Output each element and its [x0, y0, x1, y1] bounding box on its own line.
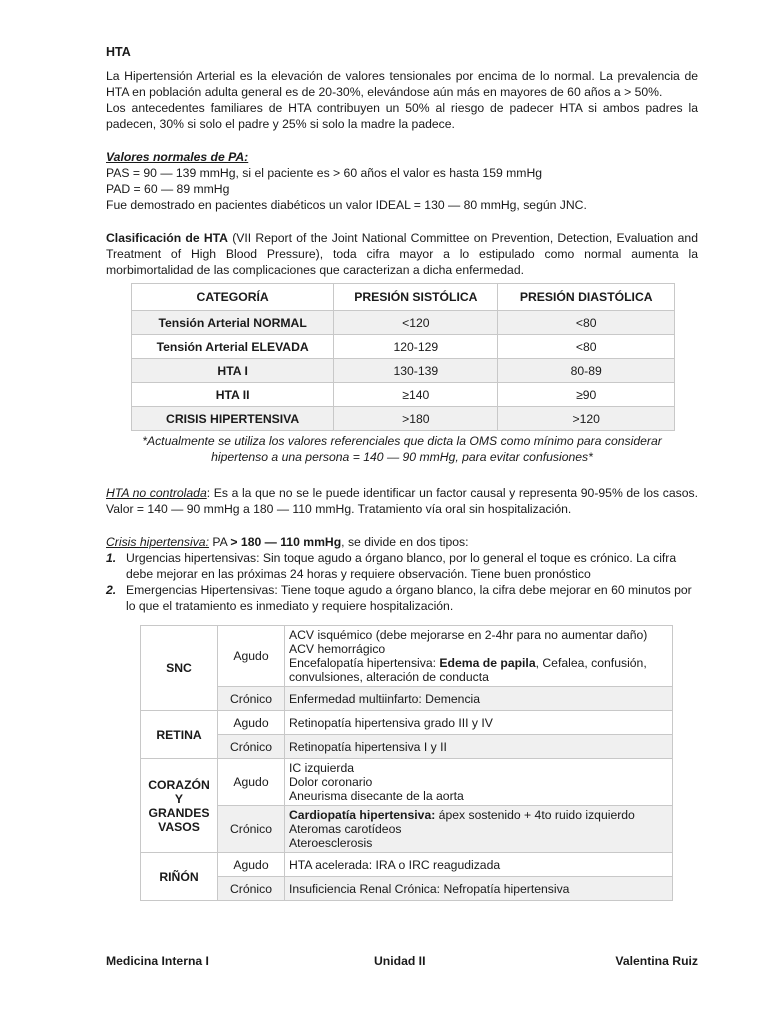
description-cell: Retinopatía hipertensiva I y II [285, 735, 673, 759]
uncontrolled-paragraph [106, 485, 698, 517]
organ-name-line: GRANDES [148, 805, 210, 820]
diastolic-cell: <80 [498, 311, 675, 335]
diastolic-cell: >120 [498, 407, 675, 431]
crisis-pa: PA [208, 535, 231, 549]
heart-chronic-line: Ateromas carotídeos [289, 822, 402, 836]
description-cell: HTA acelerada: IRA o IRC reagudizada [285, 853, 673, 877]
header-sistolica: PRESIÓN SISTÓLICA [334, 284, 498, 311]
heart-acute-line: IC izquierda [289, 761, 355, 775]
crisis-list [106, 550, 698, 614]
footer-unit: Unidad II [374, 954, 426, 968]
table-header-row [132, 284, 675, 311]
header-diastolica: PRESIÓN DIASTÓLICA [498, 284, 675, 311]
category-cell: HTA I [132, 359, 334, 383]
systolic-cell: <120 [334, 311, 498, 335]
intro-paragraph [106, 68, 698, 132]
phase-cell: Crónico [218, 806, 285, 853]
diastolic-cell: ≥90 [498, 383, 675, 407]
phase-cell: Agudo [218, 759, 285, 806]
footnote-line-1: *Actualmente se utiliza los valores referenciales que dicta la OMS como mínimo para considerar [142, 434, 662, 448]
snc-acute-line: ACV isquémico (debe mejorarse en 2-4hr para no aumentar daño) [289, 628, 648, 642]
snc-acute-bold: Edema de papila [439, 656, 536, 670]
systolic-cell: >180 [334, 407, 498, 431]
header-categoria: CATEGORÍA [132, 284, 334, 311]
table-row [141, 687, 673, 711]
systolic-cell: 130-139 [334, 359, 498, 383]
organ-kidney: RIÑÓN [141, 853, 218, 901]
phase-cell: Crónico [218, 687, 285, 711]
systolic-cell: ≥140 [334, 383, 498, 407]
normal-values-heading: Valores normales de PA: [106, 150, 249, 164]
uncontrolled-text: : Es a la que no se le puede identificar un factor causal y representa 90-95% de los casos. Valor = 140 — 90 mmHg a 180 — 110 mmHg. Tratamiento vía oral sin hospitalización. [106, 486, 698, 516]
organ-retina: RETINA [141, 711, 218, 759]
organ-name-line: Y [174, 791, 184, 806]
description-cell: Retinopatía hipertensiva grado III y IV [285, 711, 673, 735]
intro-line-2: Los antecedentes familiares de HTA contribuyen un 50% al riesgo de padecer HTA si ambos padres la padecen, 30% si solo el padre y 25% si solo la madre la padece. [106, 101, 698, 131]
phase-cell: Crónico [218, 877, 285, 901]
phase-cell: Agudo [218, 626, 285, 687]
list-item [106, 582, 698, 614]
document-page [106, 44, 698, 901]
pas-value: PAS = 90 — 139 mmHg, si el paciente es > 60 años el valor es hasta 159 mmHg [106, 166, 543, 180]
table-row [141, 626, 673, 687]
classification-heading: Clasificación de HTA [106, 231, 228, 245]
snc-acute-line: convulsiones, alteración de conducta [289, 670, 489, 684]
snc-acute-line: , Cefalea, confusión, [535, 656, 647, 670]
diastolic-cell: <80 [498, 335, 675, 359]
table-row [132, 383, 675, 407]
description-cell [285, 806, 673, 853]
description-cell [285, 759, 673, 806]
description-cell: Enfermedad multiinfarto: Demencia [285, 687, 673, 711]
classification-text: (VII Report of the Joint National Committee on Prevention, Detection, Evaluation and Treatment of High Blood Pressure), toda cifra mayor a lo estipulado como normal aumenta la morbimortalidad de las complicaciones que caracterizan a dicha enfermedad. [106, 231, 698, 277]
page-footer [106, 953, 698, 969]
list-number: 1. [106, 551, 117, 565]
table-footnote [106, 433, 698, 465]
organ-name-line: VASOS [158, 819, 200, 834]
category-cell: HTA II [132, 383, 334, 407]
heart-chronic-line: ápex sostenido + 4to ruido izquierdo [435, 808, 635, 822]
snc-acute-line: ACV hemorrágico [289, 642, 386, 656]
list-text: Emergencias Hipertensivas: Tiene toque agudo a órgano blanco, la cifra debe mejorar en 60 minutos por lo que el tratamiento es inmediato y requiere hospitalización. [126, 583, 692, 613]
diastolic-cell: 80-89 [498, 359, 675, 383]
page-title: HTA [106, 45, 131, 59]
footnote-line-2: hipertenso a una persona = 140 — 90 mmHg, para evitar confusiones* [211, 450, 593, 464]
heart-acute-line: Aneurisma disecante de la aorta [289, 789, 464, 803]
normal-values-block [106, 149, 698, 213]
ideal-value: Fue demostrado en pacientes diabéticos un valor IDEAL = 130 — 80 mmHg, según JNC. [106, 198, 587, 212]
systolic-cell: 120-129 [334, 335, 498, 359]
classification-table [131, 283, 675, 431]
category-cell: Tensión Arterial ELEVADA [132, 335, 334, 359]
uncontrolled-label: HTA no controlada [106, 486, 207, 500]
description-cell [285, 626, 673, 687]
organ-name-line: CORAZÓN [148, 777, 210, 792]
table-row [141, 735, 673, 759]
list-number: 2. [106, 583, 117, 597]
crisis-intro [106, 534, 698, 550]
crisis-value: > 180 — 110 mmHg [230, 535, 342, 549]
classification-paragraph [106, 230, 698, 278]
crisis-rest: , se divide en dos tipos: [341, 535, 469, 549]
pad-value: PAD = 60 — 89 mmHg [106, 182, 230, 196]
table-row [132, 359, 675, 383]
snc-acute-line: Encefalopatía hipertensiva: [289, 656, 440, 670]
footer-course: Medicina Interna I [106, 954, 209, 968]
organ-damage-table [140, 625, 673, 901]
category-cell: CRISIS HIPERTENSIVA [132, 407, 334, 431]
organ-snc: SNC [141, 626, 218, 711]
table-row [141, 759, 673, 806]
footer-author: Valentina Ruiz [615, 954, 698, 968]
table-row [141, 853, 673, 877]
intro-line-1: La Hipertensión Arterial es la elevación de valores tensionales por encima de lo normal. La prevalencia de HTA en población adulta general es de 20-30%, elevándose aún más en mayores de 60 años a > 50%. [106, 69, 698, 99]
table-row [141, 877, 673, 901]
table-row [132, 311, 675, 335]
list-item [106, 550, 698, 582]
heart-chronic-line: Ateroesclerosis [289, 836, 373, 850]
description-cell: Insuficiencia Renal Crónica: Nefropatía hipertensiva [285, 877, 673, 901]
table-row [132, 407, 675, 431]
phase-cell: Agudo [218, 711, 285, 735]
category-cell: Tensión Arterial NORMAL [132, 311, 334, 335]
heart-acute-line: Dolor coronario [289, 775, 373, 789]
table-row [141, 711, 673, 735]
phase-cell: Agudo [218, 853, 285, 877]
phase-cell: Crónico [218, 735, 285, 759]
list-text: Urgencias hipertensivas: Sin toque agudo a órgano blanco, por lo general el toque es crónico. La cifra debe mejorar en las próximas 24 horas y requiere observación. Tiene buen pronóstico [126, 551, 677, 581]
crisis-label: Crisis hipertensiva: [106, 535, 209, 549]
organ-heart-vessels [141, 759, 218, 853]
table-row [141, 806, 673, 853]
table-row [132, 335, 675, 359]
heart-chronic-bold: Cardiopatía hipertensiva: [289, 808, 436, 822]
